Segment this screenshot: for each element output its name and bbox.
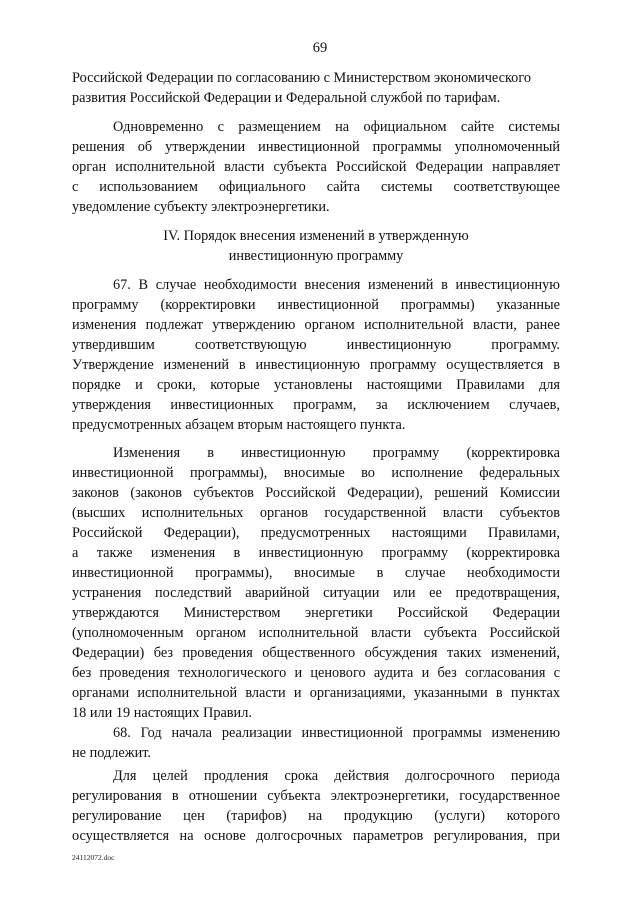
text-line: Одновременно с размещением на официальном сайте системы (113, 119, 560, 135)
text-line: уведомление субъекту электроэнергетики. (72, 199, 330, 215)
text-line: Изменения в инвестиционную программу (корректировка (113, 445, 560, 461)
footer-filename: 24112072.doc (72, 853, 115, 862)
text-line: инвестиционной программы), вносимые в случае необходимости (72, 565, 560, 581)
page-number: 69 (312, 40, 328, 56)
text-line: Для целей продления срока действия долгосрочного периода (113, 768, 560, 784)
text-line: орган исполнительной власти субъекта Российской Федерации направляет (72, 159, 560, 175)
text-line: (высших исполнительных органов государственной власти субъектов (72, 505, 560, 521)
text-line: (уполномоченным органом исполнительной власти субъекта Российской (72, 625, 560, 641)
text-line: регулирование цен (тарифов) на продукцию (услуги) которого (72, 808, 560, 824)
text-line: инвестиционной программы), вносимые во исполнение федеральных (72, 465, 560, 481)
text-line: 68. Год начала реализации инвестиционной программы изменению (113, 725, 560, 741)
text-line: развития Российской Федерации и Федеральной службой по тарифам. (72, 90, 501, 106)
section-heading: IV. Порядок внесения изменений в утвержденную (163, 228, 469, 244)
text-line: с использованием официального сайта системы соответствующее (72, 179, 560, 195)
text-line: 67. В случае необходимости внесения изменений в инвестиционную (113, 277, 560, 293)
text-line: Российской Федерации), предусмотренных настоящими Правилами, (72, 525, 560, 541)
text-line: 18 или 19 настоящих Правил. (72, 705, 252, 721)
text-line: утверждения инвестиционных программ, за исключением случаев, (72, 397, 560, 413)
text-line: осуществляется на основе долгосрочных параметров регулирования, при (72, 828, 560, 844)
text-line: Российской Федерации по согласованию с Министерством экономического (72, 70, 531, 86)
text-line: утвердившим соответствующую инвестиционную программу. (72, 337, 560, 353)
text-line: порядке и сроки, которые установлены настоящими Правилами для (72, 377, 560, 393)
text-line: решения об утверждении инвестиционной программы уполномоченный (72, 139, 560, 155)
text-line: устранения последствий аварийной ситуации или ее предотвращения, (72, 585, 560, 601)
text-line: регулирования в отношении субъекта электроэнергетики, государственное (72, 788, 560, 804)
text-line: законов (законов субъектов Российской Федерации), решений Комиссии (72, 485, 560, 501)
text-line: без проведения технологического и ценового аудита и без согласования с (72, 665, 560, 681)
text-line: Утверждение изменений в инвестиционную программу осуществляется в (72, 357, 560, 373)
text-line: Федерации) без проведения общественного обсуждения таких изменений, (72, 645, 560, 661)
section-heading: инвестиционную программу (228, 248, 404, 264)
text-line: не подлежит. (72, 745, 151, 761)
text-line: а также изменения в инвестиционную программу (корректировка (72, 545, 560, 561)
text-line: изменения подлежат утверждению органом исполнительной власти, ранее (72, 317, 560, 333)
text-line: утверждаются Министерством энергетики Российской Федерации (72, 605, 560, 621)
text-line: программу (корректировки инвестиционной программы) указанные (72, 297, 560, 313)
text-line: предусмотренных абзацем вторым настоящего пункта. (72, 417, 406, 433)
text-line: органами исполнительной власти и организациями, указанными в пунктах (72, 685, 560, 701)
